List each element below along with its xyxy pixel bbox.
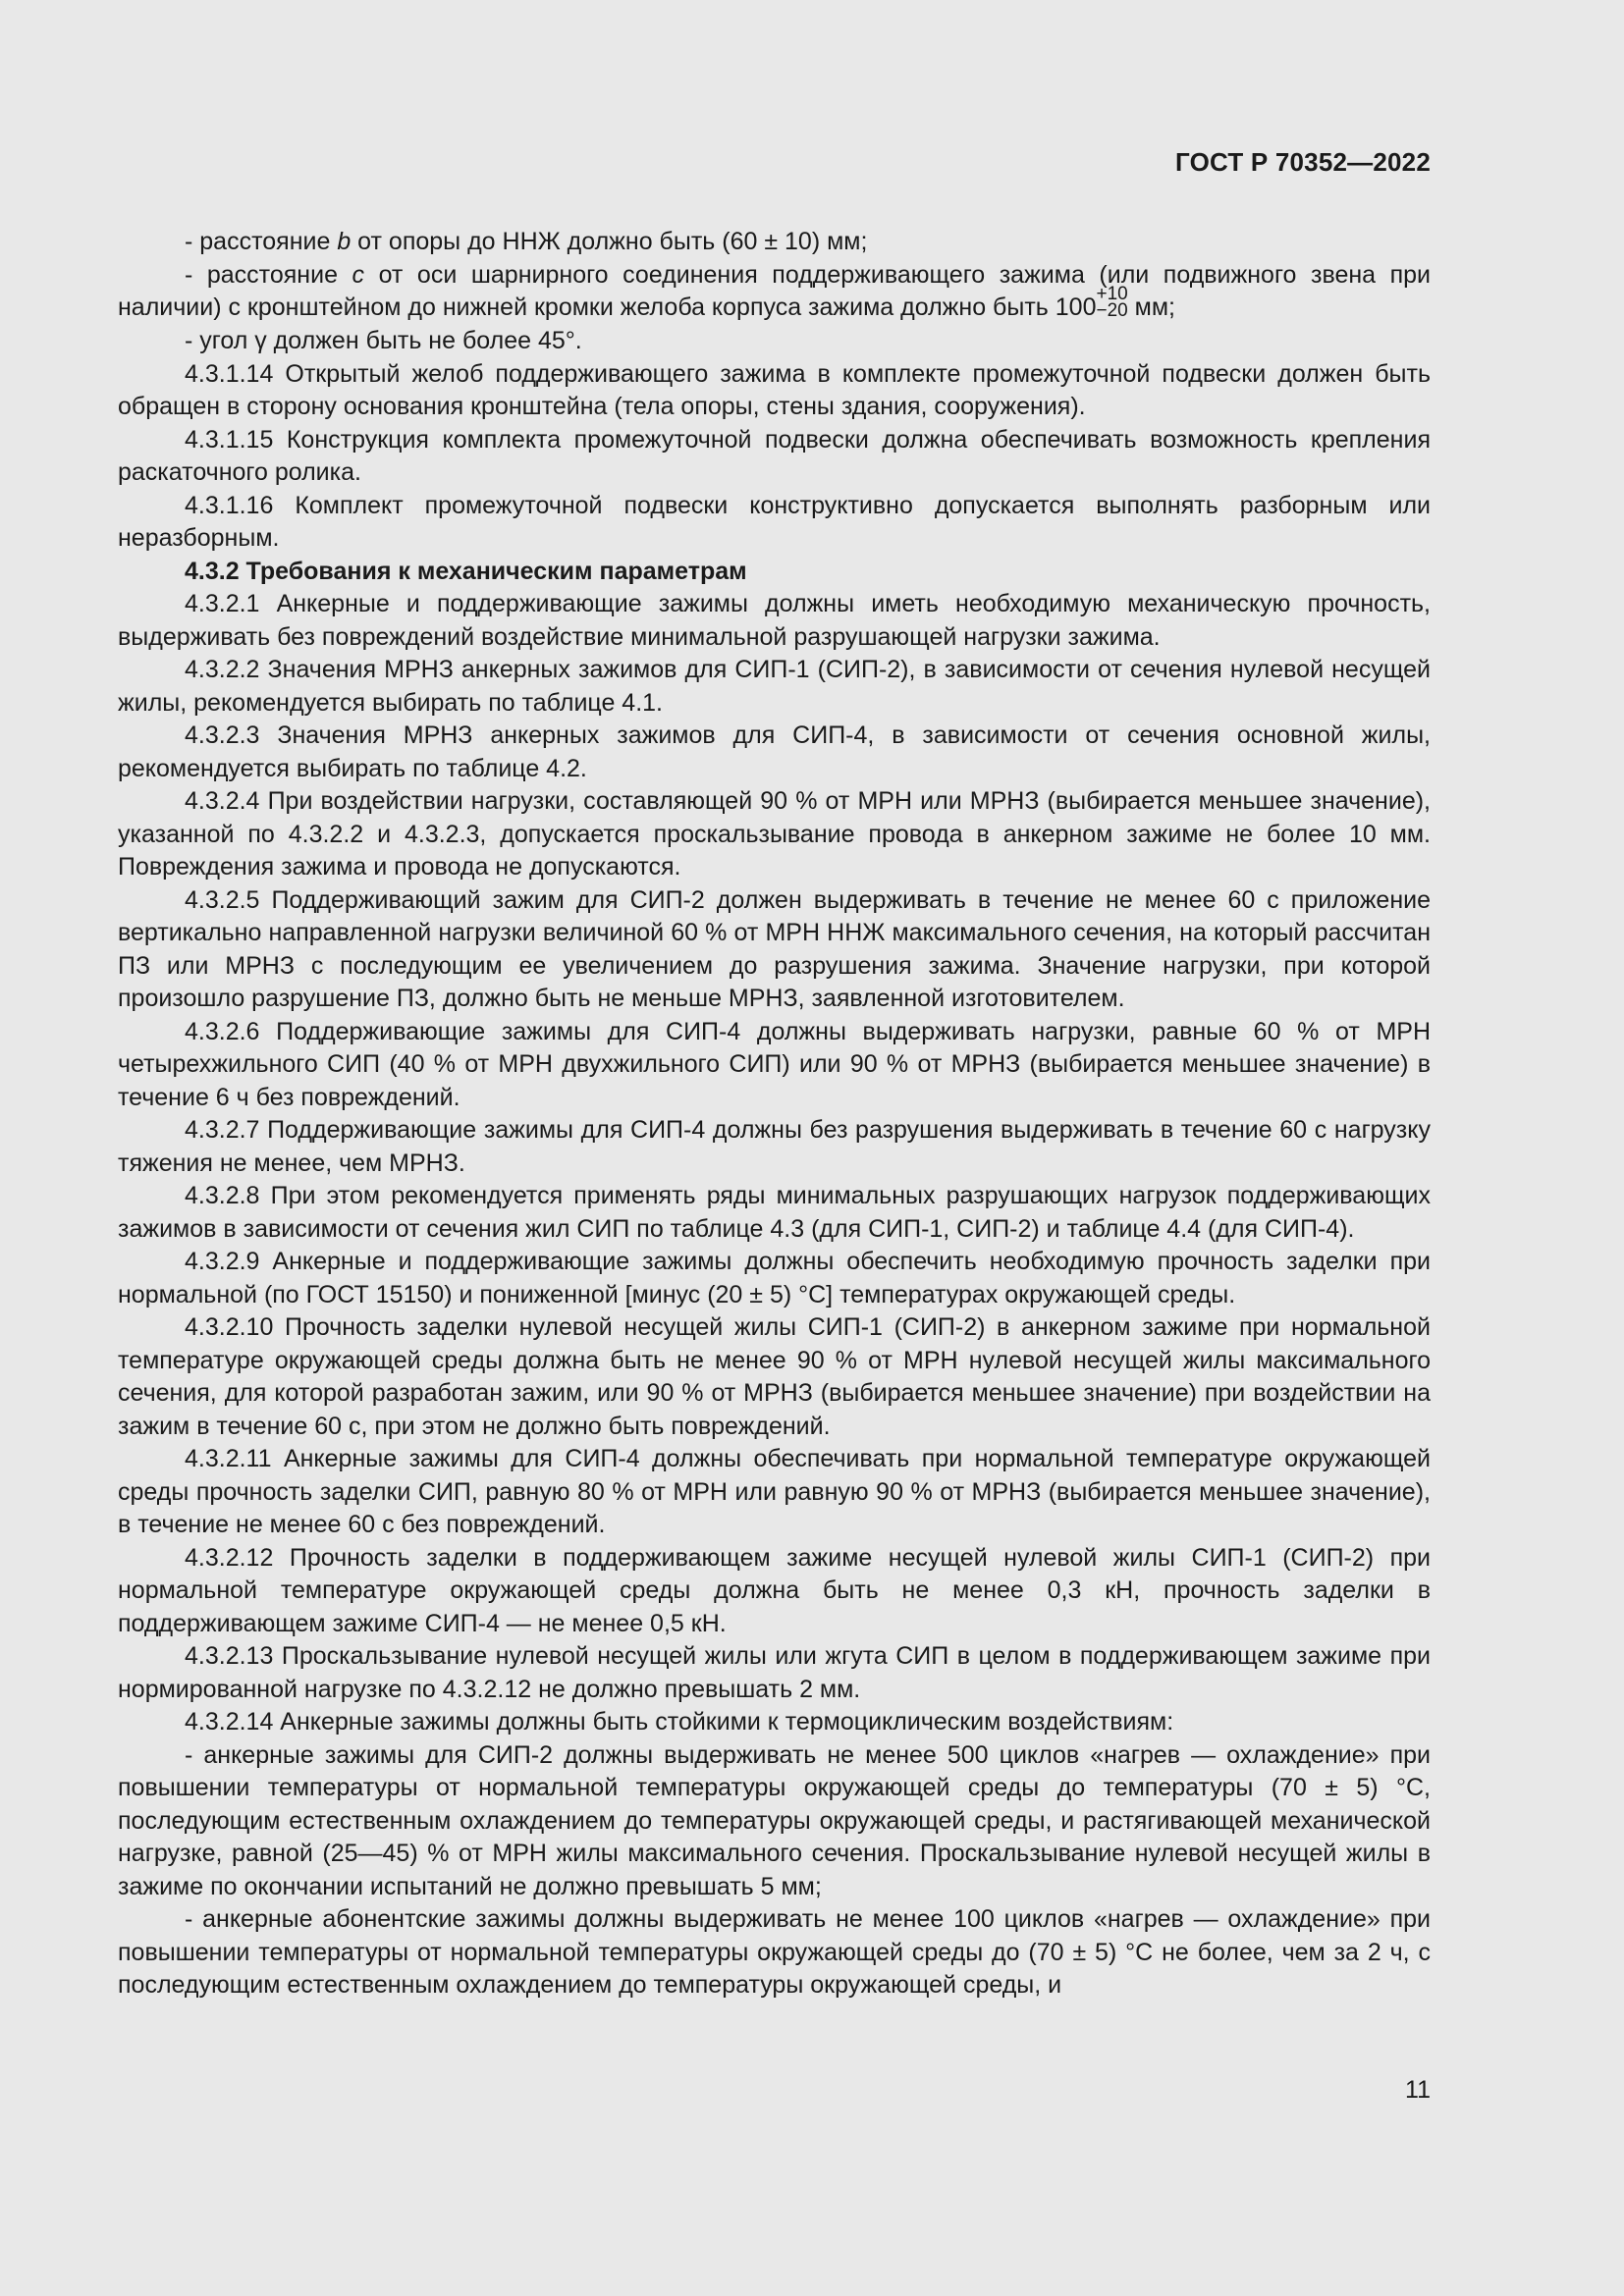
paragraph-4-3-2-7: 4.3.2.7 Поддерживающие зажимы для СИП-4 должны без разрушения выдерживать в течение 60 с нагрузку тяжения не менее, чем МРНЗ. [118, 1116, 1431, 1177]
paragraph-distance-c [118, 259, 1431, 326]
tolerance-fraction [1096, 284, 1128, 322]
paragraph-4-3-2-3: 4.3.2.3 Значения МРНЗ анкерных зажимов для СИП-4, в зависимости от сечения основной жилы, рекомендуется выбирать по таблице 4.2. [118, 721, 1431, 782]
document-header: ГОСТ Р 70352—2022 [1175, 147, 1431, 177]
page-number: 11 [1405, 2076, 1431, 2104]
tolerance-lower: −20 [1096, 300, 1128, 322]
paragraph-distance-b [118, 226, 1431, 259]
paragraph-4-3-2-2: 4.3.2.2 Значения МРНЗ анкерных зажимов для СИП-1 (СИП-2), в зависимости от сечения нулевой несущей жилы, рекомендуется выбирать по таблице 4.1. [118, 656, 1431, 717]
tolerance-upper: +10 [1096, 284, 1128, 305]
paragraph-4-3-1-14: 4.3.1.14 Открытый желоб поддерживающего зажима в комплекте промежуточной подвески должен быть обращен в сторону основания кронштейна (тела опоры, стены здания, сооружения). [118, 359, 1431, 421]
paragraph-subscriber-cycles: - анкерные абонентские зажимы должны выдерживать не менее 100 циклов «нагрев — охлаждение» при повышении температуры от нормальной температуры окружающей среды до (70 ± 5) °С не более, чем за 2 ч, с последующим естественным охлаждением до температуры окружающей среды, и [118, 1905, 1431, 2000]
paragraph-4-3-2-11: 4.3.2.11 Анкерные зажимы для СИП-4 должны обеспечивать при нормальной температуре окружающей среды прочность заделки СИП, равную 80 % от МРН или равную 90 % от МРНЗ (выбирается меньшее значение), в течение не менее 60 с без повреждений. [118, 1445, 1431, 1539]
paragraph-4-3-2-14: 4.3.2.14 Анкерные зажимы должны быть стойкими к термоциклическим воздействиям: [185, 1708, 1174, 1736]
paragraph-4-3-2-1: 4.3.2.1 Анкерные и поддерживающие зажимы должны иметь необходимую механическую прочность, выдерживать без повреждений воздействие минимальной разрушающей нагрузки зажима. [118, 590, 1431, 651]
paragraph-angle: - угол γ должен быть не более 45°. [185, 327, 582, 355]
paragraph-4-3-2-10: 4.3.2.10 Прочность заделки нулевой несущей жилы СИП-1 (СИП-2) в анкерном зажиме при нормальной температуре окружающей среды должна быть не менее 90 % от МРН нулевой несущей жилы максимального сечения, для которой разработан зажим, или 90 % от МРНЗ (выбирается меньшее значение) при воздействии на зажим в течение 60 с, при этом не должно быть повреждений. [118, 1313, 1431, 1440]
paragraph-4-3-2-8: 4.3.2.8 При этом рекомендуется применять ряды минимальных разрушающих нагрузок поддерживающих зажимов в зависимости от сечения жил СИП по таблице 4.3 (для СИП-1, СИП-2) и таблице 4.4 (для СИП-4). [118, 1182, 1431, 1243]
paragraph-4-3-2-5: 4.3.2.5 Поддерживающий зажим для СИП-2 должен выдерживать в течение не менее 60 с приложение вертикально направленной нагрузки величиной 60 % от МРН ННЖ максимального сечения, на который рассчитан ПЗ или МРНЗ с последующим ее увеличением до разрушения зажима. Значение нагрузки, при которой произошло разрушение ПЗ, должно быть не меньше МРНЗ, заявленной изготовителем. [118, 885, 1431, 1013]
paragraph-4-3-2-13: 4.3.2.13 Проскальзывание нулевой несущей жилы или жгута СИП в целом в поддерживающем зажиме при нормированной нагрузке по 4.3.2.12 не должно превышать 2 мм. [118, 1642, 1431, 1703]
variable-c: c [352, 260, 365, 289]
paragraph-sip2-cycles: - анкерные зажимы для СИП-2 должны выдерживать не менее 500 циклов «нагрев — охлаждение» при повышении температуры от нормальной температуры окружающей среды до температуры (70 ± 5) °С, последующим естественным охлаждением до температуры окружающей среды, и растягивающей механической нагрузке, равной (25—45) % от МРН жилы максимального сечения. Проскальзывание нулевой несущей жилы в зажиме по окончании испытаний не должно превышать 5 мм; [118, 1740, 1431, 1900]
document-body [118, 226, 1431, 2002]
paragraph-4-3-2-4: 4.3.2.4 При воздействии нагрузки, составляющей 90 % от МРН или МРНЗ (выбирается меньшее значение), указанной по 4.3.2.2 и 4.3.2.3, допускается проскальзывание провода в анкерном зажиме не более 10 мм. Повреждения зажима и провода не допускаются. [118, 787, 1431, 881]
paragraph-4-3-1-15: 4.3.1.15 Конструкция комплекта промежуточной подвески должна обеспечивать возможность крепления раскаточного ролика. [118, 425, 1431, 487]
text-span: от опоры до ННЖ должно быть (60 ± 10) мм; [351, 228, 868, 255]
text-span: от оси шарнирного соединения поддерживающего зажима (или подвижного звена при наличии) с кронштейном до нижней кромки желоба корпуса зажима должно быть 100 [118, 260, 1432, 321]
variable-b: b [337, 228, 352, 255]
paragraph-4-3-2-9: 4.3.2.9 Анкерные и поддерживающие зажимы должны обеспечить необходимую прочность заделки при нормальной (по ГОСТ 15150) и пониженной [минус (20 ± 5) °С] температурах окружающей среды. [118, 1248, 1431, 1308]
section-heading-4-3-2: 4.3.2 Требования к механическим параметрам [185, 557, 747, 585]
paragraph-4-3-2-12: 4.3.2.12 Прочность заделки в поддерживающем зажиме несущей нулевой жилы СИП-1 (СИП-2) при нормальной температуре окружающей среды должна быть не менее 0,3 кН, прочность заделки в поддерживающем зажиме СИП-4 — не менее 0,5 кН. [118, 1543, 1431, 1637]
text-span: - расстояние [185, 228, 338, 255]
paragraph-4-3-1-16: 4.3.1.16 Комплект промежуточной подвески конструктивно допускается выполнять разборным или неразборным. [118, 491, 1431, 553]
paragraph-4-3-2-6: 4.3.2.6 Поддерживающие зажимы для СИП-4 должны выдерживать нагрузки, равные 60 % от МРН четырехжильного СИП (40 % от МРН двухжильного СИП) или 90 % от МРНЗ (выбирается меньшее значение) в течение 6 ч без повреждений. [118, 1017, 1431, 1111]
text-span: мм; [1127, 294, 1175, 321]
text-span: - расстояние [185, 260, 352, 289]
